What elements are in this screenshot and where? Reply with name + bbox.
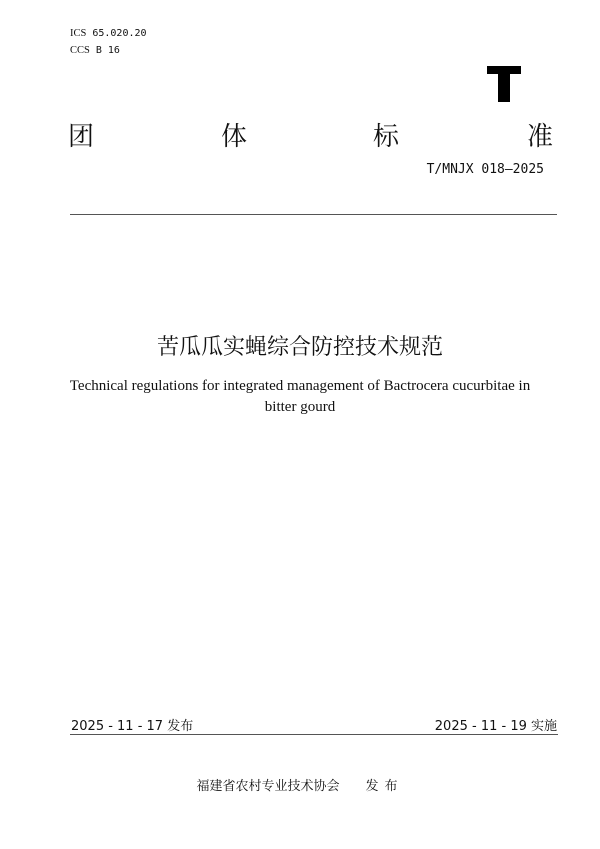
publish-label: 发布	[365, 779, 404, 794]
standard-code: T/MNJX 018—2025	[426, 162, 544, 177]
standard-type-char-1: 团	[68, 122, 95, 152]
issue-date: 2025 - 11 - 17 发布	[71, 719, 194, 734]
header-divider	[70, 214, 557, 215]
ccs-value: B 16	[95, 45, 120, 56]
ics-code	[70, 28, 147, 39]
footer-divider	[70, 734, 558, 735]
implement-date: 2025 - 11 - 19 实施	[434, 719, 557, 734]
publisher-line	[0, 775, 600, 794]
t-logo-icon	[487, 66, 523, 102]
ics-value: 65.020.20	[92, 28, 147, 39]
standard-type-char-4: 准	[527, 122, 554, 152]
ccs-label: CCS	[70, 45, 90, 56]
standard-type-char-3: 标	[373, 122, 400, 152]
document-title-cn: 苦瓜瓜实蝇综合防控技术规范	[156, 335, 443, 360]
document-title-en: Technical regulations for integrated management of Bactrocera cucurbitae in bitter gourd	[69, 378, 531, 415]
ccs-code	[70, 45, 120, 56]
publisher-name: 福建省农村专业技术协会	[196, 779, 340, 794]
ics-label: ICS	[70, 28, 87, 39]
standard-type-char-2: 体	[221, 122, 248, 152]
